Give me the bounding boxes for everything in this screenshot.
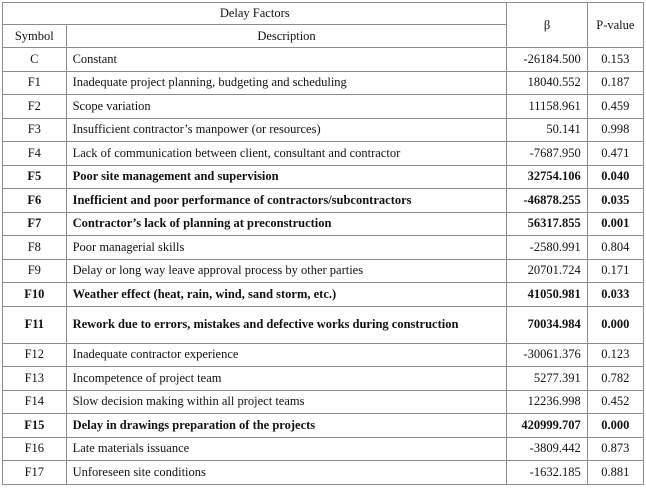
symbol-cell: F15 [3, 414, 67, 438]
pvalue-cell: 0.452 [587, 390, 643, 414]
symbol-cell: F17 [3, 461, 67, 485]
description-cell: Insufficient contractor’s manpower (or resources) [66, 118, 507, 142]
table-header [3, 3, 644, 48]
symbol-cell: F16 [3, 437, 67, 461]
beta-cell: 12236.998 [507, 390, 587, 414]
pvalue-cell: 0.881 [587, 461, 643, 485]
pvalue-cell: 0.123 [587, 343, 643, 367]
symbol-cell: F8 [3, 236, 67, 260]
description-cell: Constant [66, 48, 507, 72]
symbol-cell: F14 [3, 390, 67, 414]
pvalue-cell: 0.187 [587, 71, 643, 95]
beta-cell: -2580.991 [507, 236, 587, 260]
beta-cell: 70034.984 [507, 306, 587, 343]
beta-cell: -3809.442 [507, 437, 587, 461]
symbol-cell: F3 [3, 118, 67, 142]
beta-cell: -46878.255 [507, 189, 587, 213]
table-row-significant [3, 306, 644, 343]
description-cell: Inadequate project planning, budgeting and scheduling [66, 71, 507, 95]
description-cell: Weather effect (heat, rain, wind, sand storm, etc.) [66, 283, 507, 307]
symbol-cell: F10 [3, 283, 67, 307]
table-body [3, 48, 644, 485]
beta-cell: 50.141 [507, 118, 587, 142]
pvalue-header: P-value [587, 3, 643, 48]
table-row [3, 142, 644, 166]
symbol-cell: F12 [3, 343, 67, 367]
pvalue-cell: 0.171 [587, 259, 643, 283]
beta-cell: 20701.724 [507, 259, 587, 283]
beta-header: β [507, 3, 587, 48]
symbol-cell: C [3, 48, 67, 72]
pvalue-cell: 0.873 [587, 437, 643, 461]
description-header: Description [66, 25, 507, 48]
symbol-cell: F4 [3, 142, 67, 166]
beta-cell: 11158.961 [507, 95, 587, 119]
beta-cell: 41050.981 [507, 283, 587, 307]
table-row [3, 461, 644, 485]
symbol-cell: F9 [3, 259, 67, 283]
symbol-cell: F5 [3, 165, 67, 189]
pvalue-cell: 0.040 [587, 165, 643, 189]
beta-cell: -30061.376 [507, 343, 587, 367]
description-cell: Inefficient and poor performance of contractors/subcontractors [66, 189, 507, 213]
pvalue-cell: 0.000 [587, 306, 643, 343]
beta-cell: 56317.855 [507, 212, 587, 236]
beta-cell: 5277.391 [507, 367, 587, 391]
description-cell: Slow decision making within all project teams [66, 390, 507, 414]
table-row-significant [3, 283, 644, 307]
table-row [3, 259, 644, 283]
description-cell: Rework due to errors, mistakes and defective works during construction [66, 306, 507, 343]
description-cell: Incompetence of project team [66, 367, 507, 391]
table-row [3, 48, 644, 72]
table-row [3, 367, 644, 391]
delay-factors-header: Delay Factors [3, 3, 507, 25]
symbol-cell: F2 [3, 95, 67, 119]
pvalue-cell: 0.782 [587, 367, 643, 391]
pvalue-cell: 0.153 [587, 48, 643, 72]
table-row [3, 390, 644, 414]
description-cell: Poor managerial skills [66, 236, 507, 260]
beta-cell: -1632.185 [507, 461, 587, 485]
symbol-header: Symbol [3, 25, 67, 48]
regression-table [2, 2, 644, 485]
pvalue-cell: 0.035 [587, 189, 643, 213]
table-row-significant [3, 189, 644, 213]
symbol-cell: F7 [3, 212, 67, 236]
beta-cell: 18040.552 [507, 71, 587, 95]
description-cell: Poor site management and supervision [66, 165, 507, 189]
table-row [3, 236, 644, 260]
description-cell: Scope variation [66, 95, 507, 119]
pvalue-cell: 0.804 [587, 236, 643, 260]
symbol-cell: F13 [3, 367, 67, 391]
description-cell: Lack of communication between client, consultant and contractor [66, 142, 507, 166]
pvalue-cell: 0.471 [587, 142, 643, 166]
beta-cell: 32754.106 [507, 165, 587, 189]
description-cell: Late materials issuance [66, 437, 507, 461]
beta-cell: -26184.500 [507, 48, 587, 72]
pvalue-cell: 0.033 [587, 283, 643, 307]
description-cell: Delay in drawings preparation of the projects [66, 414, 507, 438]
table-row [3, 437, 644, 461]
table-row-significant [3, 212, 644, 236]
table-row [3, 343, 644, 367]
table-row [3, 95, 644, 119]
symbol-cell: F1 [3, 71, 67, 95]
table-row-significant [3, 165, 644, 189]
pvalue-cell: 0.000 [587, 414, 643, 438]
description-cell: Inadequate contractor experience [66, 343, 507, 367]
table-row [3, 71, 644, 95]
table-row [3, 118, 644, 142]
pvalue-cell: 0.459 [587, 95, 643, 119]
beta-cell: 420999.707 [507, 414, 587, 438]
symbol-cell: F11 [3, 306, 67, 343]
pvalue-cell: 0.998 [587, 118, 643, 142]
description-cell: Unforeseen site conditions [66, 461, 507, 485]
pvalue-cell: 0.001 [587, 212, 643, 236]
description-cell: Delay or long way leave approval process by other parties [66, 259, 507, 283]
table-row-significant [3, 414, 644, 438]
beta-cell: -7687.950 [507, 142, 587, 166]
symbol-cell: F6 [3, 189, 67, 213]
description-cell: Contractor’s lack of planning at preconstruction [66, 212, 507, 236]
